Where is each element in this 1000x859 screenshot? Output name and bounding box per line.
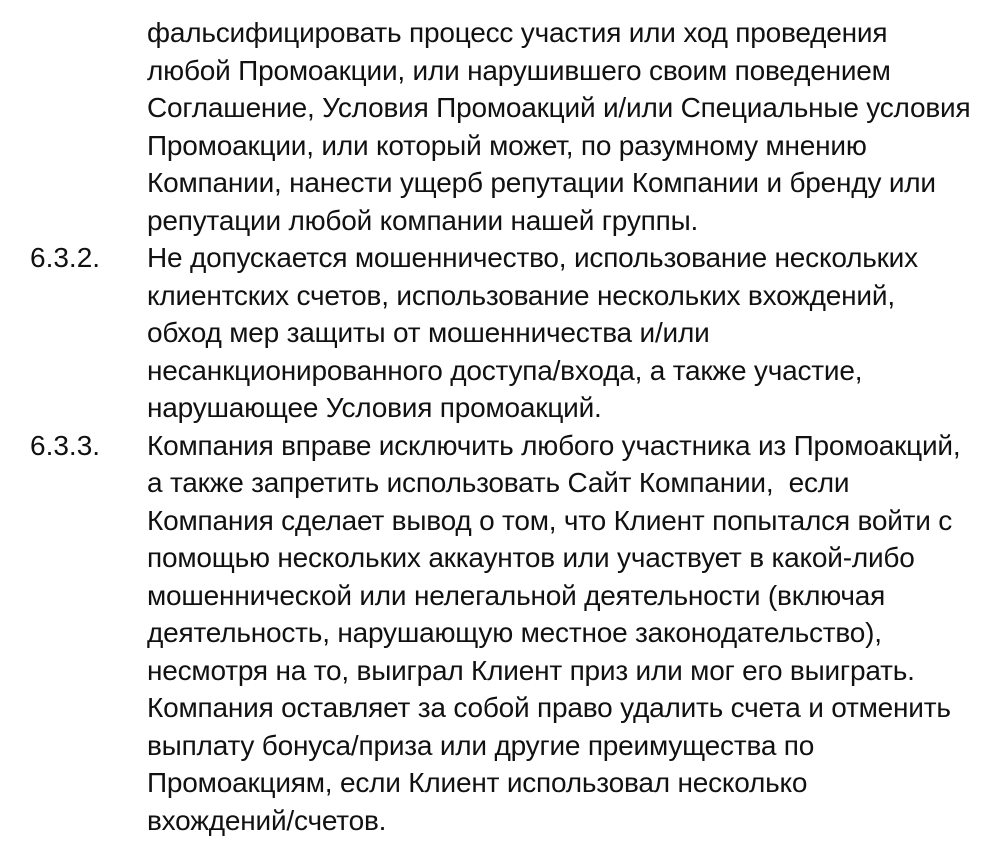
text-line: помощью нескольких аккаунтов или участвует в какой-либо (147, 542, 915, 573)
text-line: Компания сделает вывод о том, что Клиент попытался войти с (147, 504, 953, 536)
text-line: мошеннической или нелегальной деятельности (включая (147, 579, 886, 611)
text-line: несмотря на то, выиграл Клиент приз или мог его выиграть. (147, 654, 915, 686)
text-line: Компании, нанести ущерб репутации Компании и бренду или (147, 167, 936, 198)
document-body (0, 14, 1000, 839)
text-line: клиентских счетов, использование нескольких вхождений, (147, 279, 895, 311)
text-line: а также запретить использовать Сайт Компании, если (147, 467, 850, 498)
clause-6-3-3 (0, 427, 1000, 840)
text-line: выплату бонуса/приза или другие преимущества по (147, 729, 815, 761)
text-line: Компания оставляет за собой право удалить счета и отменить (147, 692, 951, 723)
text-line: деятельность, нарушающую местное законодательство), (147, 617, 882, 648)
text-line: любой Промоакции, или нарушившего своим поведением (147, 54, 891, 86)
text-line: несанкционированного доступа/входа, а также участие, (147, 354, 863, 386)
clause-text (147, 239, 1000, 427)
text-line: Промоакции, или который может, по разумному мнению (147, 129, 867, 161)
text-line: Промоакциям, если Клиент использовал несколько (147, 767, 808, 798)
text-line: Не допускается мошенничество, использование нескольких (147, 242, 918, 273)
clause-number: 6.3.2. (30, 242, 101, 273)
text-line: Компания вправе исключить любого участника из Промоакций, (147, 429, 961, 461)
text-line: обход мер защиты от мошенничества и/или (147, 317, 710, 348)
text-line: нарушающее Условия промоакций. (147, 392, 602, 423)
clause-continuation (0, 14, 1000, 239)
text-line: вхождений/счетов. (147, 804, 387, 836)
text-line: фальсифицировать процесс участия или ход проведения (147, 17, 888, 48)
clause-text (147, 14, 1000, 239)
clause-text (147, 427, 1000, 840)
text-line: репутации любой компании нашей группы. (147, 204, 699, 236)
clause-6-3-2 (0, 239, 1000, 427)
text-line: Соглашение, Условия Промоакций и/или Специальные условия (147, 92, 971, 123)
clause-number: 6.3.3. (30, 429, 101, 461)
